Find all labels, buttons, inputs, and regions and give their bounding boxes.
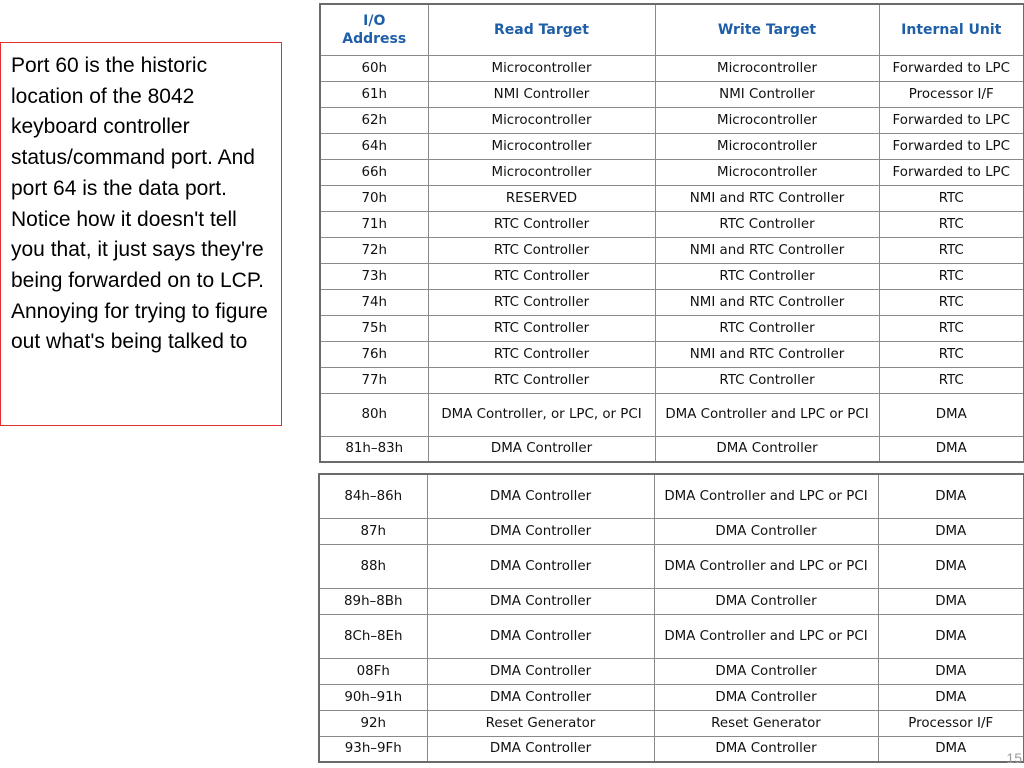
internal-unit-cell: RTC — [879, 315, 1024, 341]
write-target-cell: RTC Controller — [655, 263, 879, 289]
table-row — [320, 393, 1024, 436]
write-target-cell: NMI Controller — [655, 81, 879, 107]
write-target-cell: DMA Controller and LPC or PCI — [654, 614, 878, 658]
write-target-cell: Reset Generator — [654, 710, 878, 736]
table-row — [319, 736, 1024, 762]
io-address-cell: 73h — [320, 263, 428, 289]
read-target-cell: DMA Controller — [427, 658, 654, 684]
read-target-cell: RTC Controller — [428, 367, 655, 393]
table-header-row — [320, 4, 1024, 55]
io-address-table-part2 — [318, 473, 1024, 763]
io-address-cell: 93h–9Fh — [319, 736, 427, 762]
io-address-cell: 88h — [319, 544, 427, 588]
read-target-cell: DMA Controller, or LPC, or PCI — [428, 393, 655, 436]
page-number: 15 — [1006, 750, 1022, 766]
read-target-cell: RTC Controller — [428, 315, 655, 341]
read-target-cell: RTC Controller — [428, 211, 655, 237]
header-io-address: I/O Address — [320, 4, 428, 55]
write-target-cell: DMA Controller and LPC or PCI — [655, 393, 879, 436]
write-target-cell: DMA Controller and LPC or PCI — [654, 544, 878, 588]
table-row — [320, 237, 1024, 263]
io-address-cell: 70h — [320, 185, 428, 211]
annotation-text: Port 60 is the historic location of the 8042 keyboard controller status/command port. And port 64 is the data port. Notice how it doesn't tell you that, it just says they're being forwarded on to LCP. Annoying for trying to figure out what's being talked to — [11, 54, 268, 354]
table-body-part1 — [320, 55, 1024, 462]
write-target-cell: RTC Controller — [655, 367, 879, 393]
internal-unit-cell: DMA — [878, 684, 1024, 710]
table-row — [320, 289, 1024, 315]
write-target-cell: DMA Controller — [655, 436, 879, 462]
io-address-cell: 84h–86h — [319, 474, 427, 518]
internal-unit-cell: DMA — [878, 588, 1024, 614]
write-target-cell: DMA Controller — [654, 588, 878, 614]
read-target-cell: RTC Controller — [428, 237, 655, 263]
read-target-cell: RTC Controller — [428, 341, 655, 367]
table-row — [319, 588, 1024, 614]
internal-unit-cell: RTC — [879, 367, 1024, 393]
io-address-cell: 61h — [320, 81, 428, 107]
read-target-cell: DMA Controller — [427, 474, 654, 518]
internal-unit-cell: DMA — [878, 474, 1024, 518]
annotation-note — [0, 42, 282, 426]
read-target-cell: RTC Controller — [428, 289, 655, 315]
io-address-cell: 80h — [320, 393, 428, 436]
internal-unit-cell: Processor I/F — [878, 710, 1024, 736]
internal-unit-cell: Forwarded to LPC — [879, 107, 1024, 133]
table-row — [320, 185, 1024, 211]
internal-unit-cell: DMA — [879, 393, 1024, 436]
write-target-cell: NMI and RTC Controller — [655, 237, 879, 263]
write-target-cell: Microcontroller — [655, 107, 879, 133]
read-target-cell: DMA Controller — [428, 436, 655, 462]
read-target-cell: Microcontroller — [428, 107, 655, 133]
table-row — [320, 341, 1024, 367]
table-row — [319, 518, 1024, 544]
io-address-cell: 74h — [320, 289, 428, 315]
read-target-cell: DMA Controller — [427, 684, 654, 710]
io-address-cell: 64h — [320, 133, 428, 159]
io-address-cell: 66h — [320, 159, 428, 185]
io-address-cell: 77h — [320, 367, 428, 393]
table-row — [319, 614, 1024, 658]
io-address-cell: 08Fh — [319, 658, 427, 684]
table-row — [320, 133, 1024, 159]
write-target-cell: DMA Controller and LPC or PCI — [654, 474, 878, 518]
write-target-cell: RTC Controller — [655, 211, 879, 237]
table-row — [320, 81, 1024, 107]
table-row — [320, 436, 1024, 462]
internal-unit-cell: DMA — [878, 544, 1024, 588]
table-row — [320, 159, 1024, 185]
io-address-cell: 81h–83h — [320, 436, 428, 462]
internal-unit-cell: RTC — [879, 289, 1024, 315]
read-target-cell: Microcontroller — [428, 133, 655, 159]
table-row — [320, 367, 1024, 393]
header-write-target: Write Target — [655, 4, 879, 55]
write-target-cell: NMI and RTC Controller — [655, 341, 879, 367]
internal-unit-cell: RTC — [879, 237, 1024, 263]
read-target-cell: DMA Controller — [427, 544, 654, 588]
io-address-cell: 90h–91h — [319, 684, 427, 710]
read-target-cell: DMA Controller — [427, 518, 654, 544]
io-address-cell: 92h — [319, 710, 427, 736]
table-row — [319, 658, 1024, 684]
write-target-cell: NMI and RTC Controller — [655, 185, 879, 211]
io-address-cell: 72h — [320, 237, 428, 263]
write-target-cell: NMI and RTC Controller — [655, 289, 879, 315]
read-target-cell: RESERVED — [428, 185, 655, 211]
write-target-cell: RTC Controller — [655, 315, 879, 341]
write-target-cell: DMA Controller — [654, 658, 878, 684]
internal-unit-cell: Forwarded to LPC — [879, 159, 1024, 185]
write-target-cell: DMA Controller — [654, 684, 878, 710]
internal-unit-cell: Forwarded to LPC — [879, 55, 1024, 81]
write-target-cell: Microcontroller — [655, 55, 879, 81]
io-address-cell: 71h — [320, 211, 428, 237]
table-row — [320, 263, 1024, 289]
internal-unit-cell: RTC — [879, 263, 1024, 289]
read-target-cell: Microcontroller — [428, 159, 655, 185]
io-address-cell: 76h — [320, 341, 428, 367]
table-row — [320, 315, 1024, 341]
internal-unit-cell: DMA — [878, 736, 1024, 762]
internal-unit-cell: Forwarded to LPC — [879, 133, 1024, 159]
table-row — [320, 107, 1024, 133]
io-address-cell: 75h — [320, 315, 428, 341]
table-row — [319, 710, 1024, 736]
table-row — [320, 55, 1024, 81]
read-target-cell: NMI Controller — [428, 81, 655, 107]
io-address-cell: 60h — [320, 55, 428, 81]
write-target-cell: DMA Controller — [654, 736, 878, 762]
io-address-cell: 87h — [319, 518, 427, 544]
internal-unit-cell: RTC — [879, 341, 1024, 367]
write-target-cell: DMA Controller — [654, 518, 878, 544]
internal-unit-cell: DMA — [878, 518, 1024, 544]
internal-unit-cell: DMA — [879, 436, 1024, 462]
io-address-cell: 62h — [320, 107, 428, 133]
table-row — [319, 684, 1024, 710]
table-row — [320, 211, 1024, 237]
internal-unit-cell: Processor I/F — [879, 81, 1024, 107]
internal-unit-cell: DMA — [878, 614, 1024, 658]
io-address-cell: 8Ch–8Eh — [319, 614, 427, 658]
read-target-cell: Microcontroller — [428, 55, 655, 81]
header-read-target: Read Target — [428, 4, 655, 55]
read-target-cell: DMA Controller — [427, 614, 654, 658]
read-target-cell: DMA Controller — [427, 736, 654, 762]
io-address-cell: 89h–8Bh — [319, 588, 427, 614]
write-target-cell: Microcontroller — [655, 133, 879, 159]
header-internal-unit: Internal Unit — [879, 4, 1024, 55]
table-row — [319, 544, 1024, 588]
internal-unit-cell: RTC — [879, 211, 1024, 237]
read-target-cell: DMA Controller — [427, 588, 654, 614]
internal-unit-cell: DMA — [878, 658, 1024, 684]
io-address-table-part1 — [319, 3, 1024, 463]
read-target-cell: Reset Generator — [427, 710, 654, 736]
write-target-cell: Microcontroller — [655, 159, 879, 185]
read-target-cell: RTC Controller — [428, 263, 655, 289]
table-body-part2 — [319, 474, 1024, 762]
table-row — [319, 474, 1024, 518]
internal-unit-cell: RTC — [879, 185, 1024, 211]
